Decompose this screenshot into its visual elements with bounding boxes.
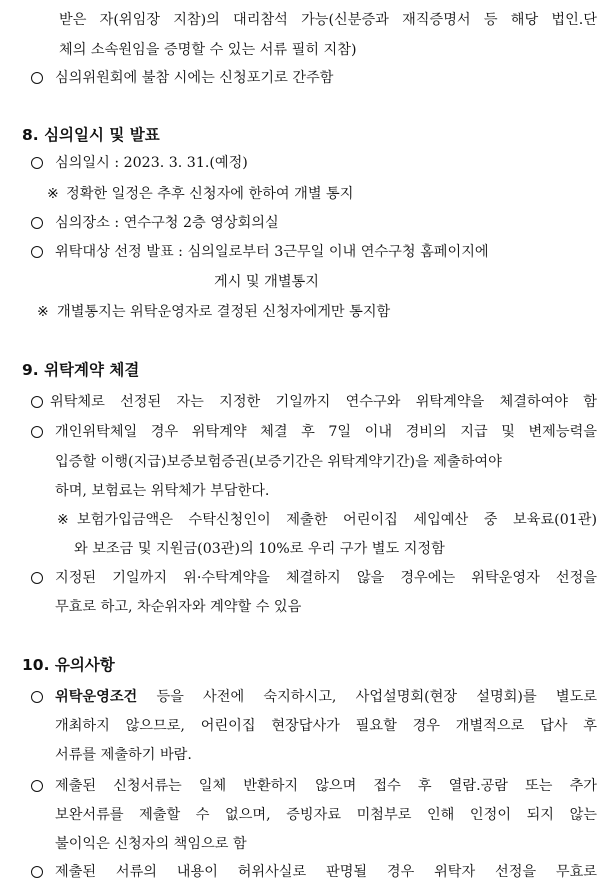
bullet-icon: [31, 780, 43, 792]
notice-item-1-line-3: 서류를 제출하기 바람.: [55, 747, 192, 763]
bullet-icon: [31, 157, 43, 169]
notice-item-2-line-3: 불이익은 신청자의 책임으로 함: [55, 836, 247, 852]
bullet-icon: [31, 217, 43, 229]
insurance-note-line-2: 와 보조금 및 지원금(03관)의 10%로 우리 구가 별도 지정함: [74, 541, 445, 557]
bullet-icon: [31, 246, 43, 258]
contract-item-3-line-2: 무효로 하고, 차순위자와 계약할 수 있음: [55, 599, 302, 615]
contract-item-2-line-1: 개인위탁체일 경우 위탁계약 체결 후 7일 이내 경비의 지급 및 변제능력을: [55, 424, 597, 440]
reference-mark-icon: ※: [37, 304, 49, 320]
notice-item-2-line-2: 보완서류를 제출할 수 없으며, 증빙자료 미첨부로 인해 인정이 되지 않는: [55, 807, 597, 823]
notice-item-3-line-1: 제출된 서류의 내용이 허위사실로 판명될 경우 위탁자 선정을 무효로: [55, 864, 597, 880]
notice-item-2-line-1: 제출된 신청서류는 일체 반환하지 않으며 접수 후 열람.공람 또는 추가: [55, 778, 597, 794]
notice-item-1-line-2: 개최하지 않으므로, 어린이집 현장답사가 필요할 경우 개별적으로 답사 후: [55, 718, 597, 734]
section-10-heading: 10. 유의사항: [22, 656, 115, 674]
review-date: 심의일시 : 2023. 3. 31.(예정): [55, 155, 248, 171]
reference-mark-icon: ※: [57, 512, 69, 528]
bullet-icon: [31, 72, 43, 84]
absence-rule: 심의위원회에 불참 시에는 신청포기로 간주함: [55, 70, 334, 86]
bullet-icon: [31, 572, 43, 584]
notice-item-1-line-1: [55, 687, 597, 707]
announcement-line-1: 위탁대상 선정 발표 : 심의일로부터 3근무일 이내 연수구청 홈페이지에: [55, 244, 489, 260]
bullet-icon: [31, 426, 43, 438]
contract-item-2-line-3: 하며, 보험료는 위탁체가 부담한다.: [55, 483, 270, 499]
contract-item-3-line-1: 지정된 기일까지 위·수탁계약을 체결하지 않을 경우에는 위탁운영자 선정을: [55, 570, 597, 586]
top-continuation-line-1: 받은 자(위임장 지참)의 대리참석 가능(신분증과 재직증명서 등 해당 법인.단: [59, 12, 597, 28]
contract-item-1: 위탁체로 선정된 자는 지정한 기일까지 연수구와 위탁계약을 체결하여야 함: [50, 394, 597, 410]
section-9-heading: 9. 위탁계약 체결: [22, 361, 140, 379]
review-date-note: 정확한 일정은 추후 신청자에 한하여 개별 통지: [66, 186, 354, 202]
reference-mark-icon: ※: [47, 186, 59, 202]
notice-item-1-text: 등을 사전에 숙지하시고, 사업설명회(현장 설명회)를 별도로: [137, 689, 597, 705]
review-place: 심의장소 : 연수구청 2층 영상회의실: [55, 215, 279, 231]
top-continuation-line-2: 체의 소속원임을 증명할 수 있는 서류 필히 지참): [59, 42, 357, 58]
contract-item-2-line-2: 입증할 이행(지급)보증보험증권(보증기간은 위탁계약기간)을 제출하여야: [55, 454, 502, 470]
notification-note: 개별통지는 위탁운영자로 결정된 신청자에게만 통지함: [57, 304, 391, 320]
bullet-icon: [31, 396, 43, 408]
section-8-heading: 8. 심의일시 및 발표: [22, 126, 160, 144]
bullet-icon: [31, 866, 43, 878]
notice-item-1-emphasis: 위탁운영조건: [55, 689, 138, 705]
announcement-line-2: 게시 및 개별통지: [214, 274, 319, 290]
insurance-note-line-1: 보험가입금액은 수탁신청인이 제출한 어린이집 세입예산 중 보육료(01관): [77, 512, 597, 528]
bullet-icon: [31, 691, 43, 703]
